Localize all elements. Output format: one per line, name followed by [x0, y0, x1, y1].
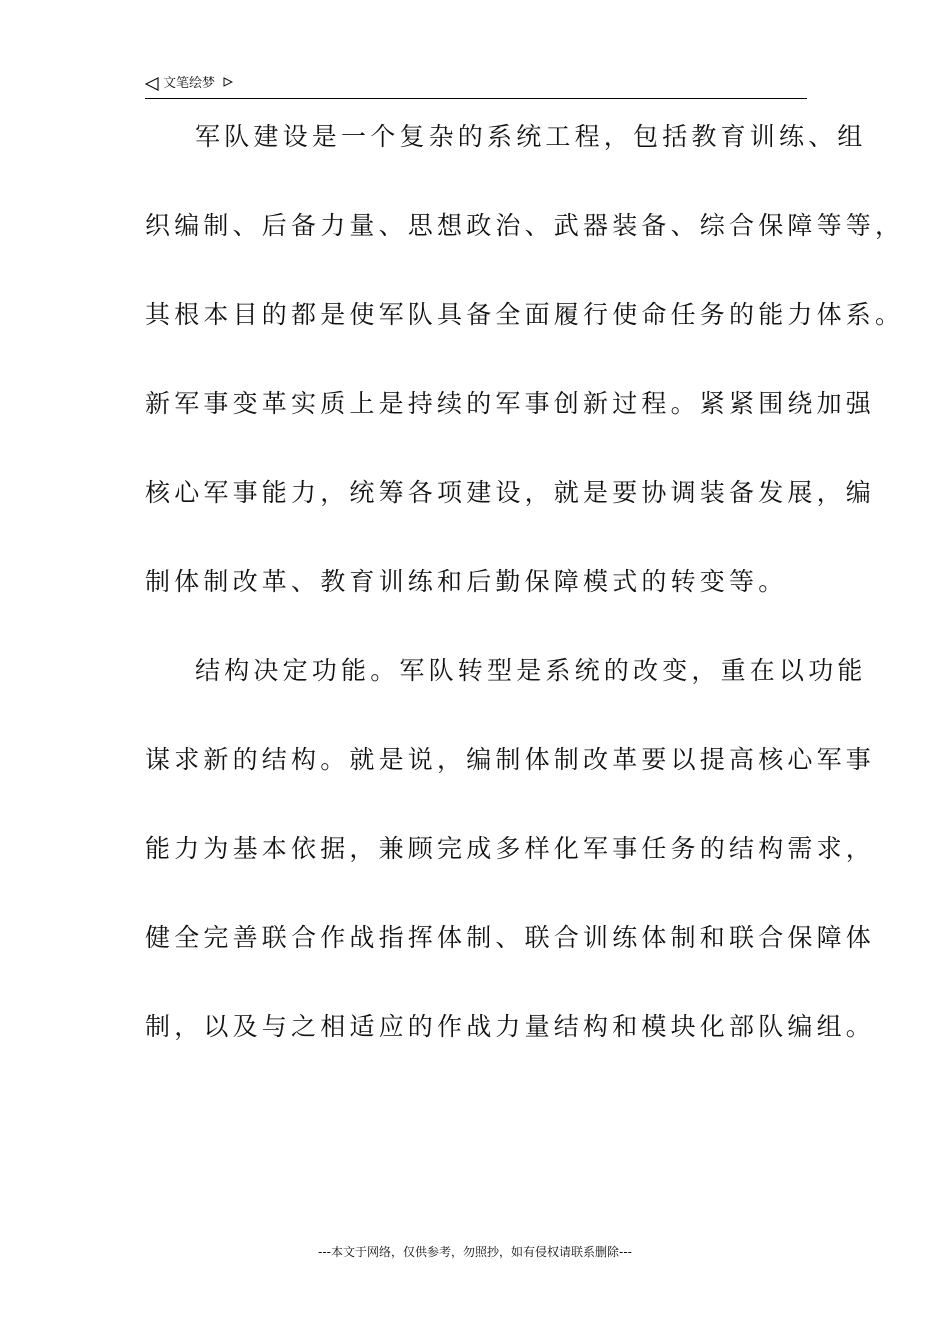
- brand-name: 文笔绘梦: [163, 76, 216, 91]
- text-line: 核心军事能力，统筹各项建设，就是要协调装备发展，编: [145, 478, 876, 507]
- triangle-right-icon: [223, 77, 233, 87]
- text-line: 健全完善联合作战指挥体制、联合训练体制和联合保障体: [145, 923, 876, 952]
- text-line: 制体制改革、教育训练和后勤保障模式的转变等。: [145, 567, 788, 596]
- page-header: [145, 74, 807, 99]
- text-line: 结构决定功能。军队转型是系统的改变，重在以功能: [195, 656, 867, 685]
- header-brand: [145, 74, 233, 94]
- text-line: 新军事变革实质上是持续的军事创新过程。紧紧围绕加强: [145, 389, 876, 418]
- text-line: 能力为基本依据，兼顾完成多样化军事任务的结构需求，: [145, 834, 876, 863]
- text-line: 制，以及与之相适应的作战力量结构和模块化部队编组。: [145, 1012, 876, 1041]
- text-line: 军队建设是一个复杂的系统工程，包括教育训练、组: [195, 122, 867, 151]
- text-line: 谋求新的结构。就是说，编制体制改革要以提高核心军事: [145, 745, 876, 774]
- page-footer: ---本文于网络，仅供参考，勿照抄，如有侵权请联系删除---: [318, 1245, 632, 1259]
- text-line: 其根本目的都是使军队具备全面履行使命任务的能力体系。: [145, 300, 905, 329]
- triangle-left-icon: [145, 77, 159, 91]
- text-line: 织编制、后备力量、思想政治、武器装备、综合保障等等，: [145, 211, 905, 240]
